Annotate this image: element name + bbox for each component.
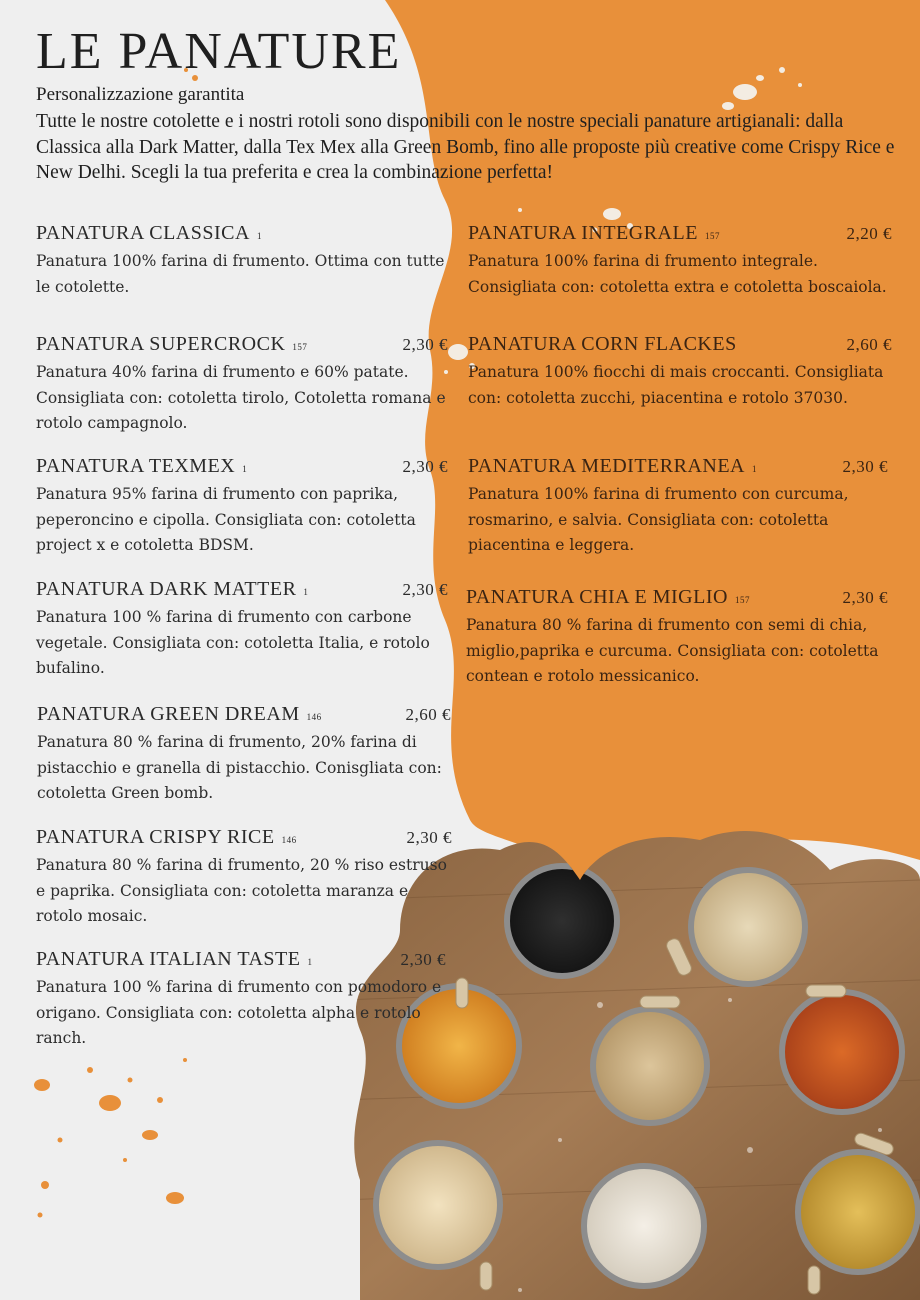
item-allergen: 1: [242, 464, 248, 474]
item-price: 2,30 €: [402, 335, 448, 354]
item-name: PANATURA ITALIAN TASTE: [36, 948, 301, 970]
item-name: PANATURA DARK MATTER: [36, 578, 297, 600]
menu-item: [36, 222, 448, 300]
menu-item: [36, 826, 452, 930]
menu-item: [468, 222, 892, 300]
item-allergen: 157: [704, 231, 720, 241]
intro-paragraph: Tutte le nostre cotolette e i nostri rotoli sono disponibili con le nostre speciali panature artigianali: dalla Classica alla Dark Matter, dalla Tex Mex alla Green Bomb, fino alle proposte più creative come Crispy Rice e New Delhi. Scegli la tua preferita e crea la combinazione perfetta!: [36, 111, 895, 183]
item-name: PANATURA CLASSICA: [36, 222, 250, 244]
item-price: 2,30 €: [402, 580, 448, 599]
item-price: 2,30 €: [842, 457, 888, 476]
menu-item: [36, 455, 448, 559]
item-description: Panatura 80 % farina di frumento, 20 % riso estruso e paprika. Consigliata con: cotoletta maranza e rotolo mosaic.: [36, 856, 447, 925]
item-allergen: 1: [752, 464, 758, 474]
item-allergen: 146: [281, 835, 297, 845]
page-title: LE PANATURE: [36, 23, 402, 80]
item-allergen: 1: [303, 587, 309, 597]
item-name: PANATURA MEDITERRANEA: [468, 455, 746, 477]
menu-item: [36, 333, 448, 437]
item-description: Panatura 100% farina di frumento con curcuma, rosmarino, e salvia. Consigliata con: cotoletta piacentina e leggera.: [468, 485, 849, 554]
item-description: Panatura 40% farina di frumento e 60% patate. Consigliata con: cotoletta tirolo, Cotoletta romana e rotolo campagnolo.: [36, 363, 446, 432]
item-description: Panatura 80 % farina di frumento con semi di chia, miglio,paprika e curcuma. Consigliata con: cotoletta contean e rotolo messicanico.: [466, 616, 879, 685]
item-name: PANATURA INTEGRALE: [468, 222, 698, 244]
item-allergen: 157: [292, 342, 308, 352]
item-price: 2,60 €: [846, 335, 892, 354]
item-allergen: 1: [307, 957, 313, 967]
menu-item: [36, 948, 446, 1052]
item-price: 2,60 €: [405, 705, 451, 724]
menu-item: [468, 333, 892, 411]
item-price: 2,30 €: [400, 950, 446, 969]
item-price: 2,20 €: [846, 224, 892, 243]
item-name: PANATURA TEXMEX: [36, 455, 236, 477]
item-description: Panatura 80 % farina di frumento, 20% farina di pistacchio e granella di pistacchio. Conisgliata con: cotoletta Green bomb.: [37, 733, 442, 802]
item-name: PANATURA CHIA E MIGLIO: [466, 586, 728, 608]
item-price: 2,30 €: [402, 457, 448, 476]
item-allergen: 157: [734, 595, 750, 605]
menu-item: [36, 578, 448, 682]
item-name: PANATURA GREEN DREAM: [37, 703, 300, 725]
page-subtitle: Personalizzazione garantita: [36, 84, 245, 105]
item-description: Panatura 100% farina di frumento. Ottima con tutte le cotolette.: [36, 252, 445, 296]
item-name: PANATURA SUPERCROCK: [36, 333, 286, 355]
item-description: Panatura 100% farina di frumento integrale. Consigliata con: cotoletta extra e cotoletta boscaiola.: [468, 252, 887, 296]
item-name: PANATURA CRISPY RICE: [36, 826, 275, 848]
item-allergen: 1: [256, 231, 262, 241]
menu-item: [37, 703, 451, 807]
item-description: Panatura 100 % farina di frumento con carbone vegetale. Consigliata con: cotoletta Italia, e rotolo bufalino.: [36, 608, 430, 677]
menu-item: [466, 586, 888, 690]
menu-item: [468, 455, 888, 559]
item-price: 2,30 €: [842, 588, 888, 607]
item-name: PANATURA CORN FLACKES: [468, 333, 737, 355]
item-description: Panatura 95% farina di frumento con paprika, peperoncino e cipolla. Consigliata con: cotoletta project x e cotoletta BDSM.: [36, 485, 416, 554]
item-description: Panatura 100 % farina di frumento con pomodoro e origano. Consigliata con: cotoletta alpha e rotolo ranch.: [36, 978, 442, 1047]
item-allergen: 146: [306, 712, 322, 722]
item-price: 2,30 €: [406, 828, 452, 847]
item-description: Panatura 100% fiocchi di mais croccanti. Consigliata con: cotoletta zucchi, piacentina e rotolo 37030.: [468, 363, 884, 407]
